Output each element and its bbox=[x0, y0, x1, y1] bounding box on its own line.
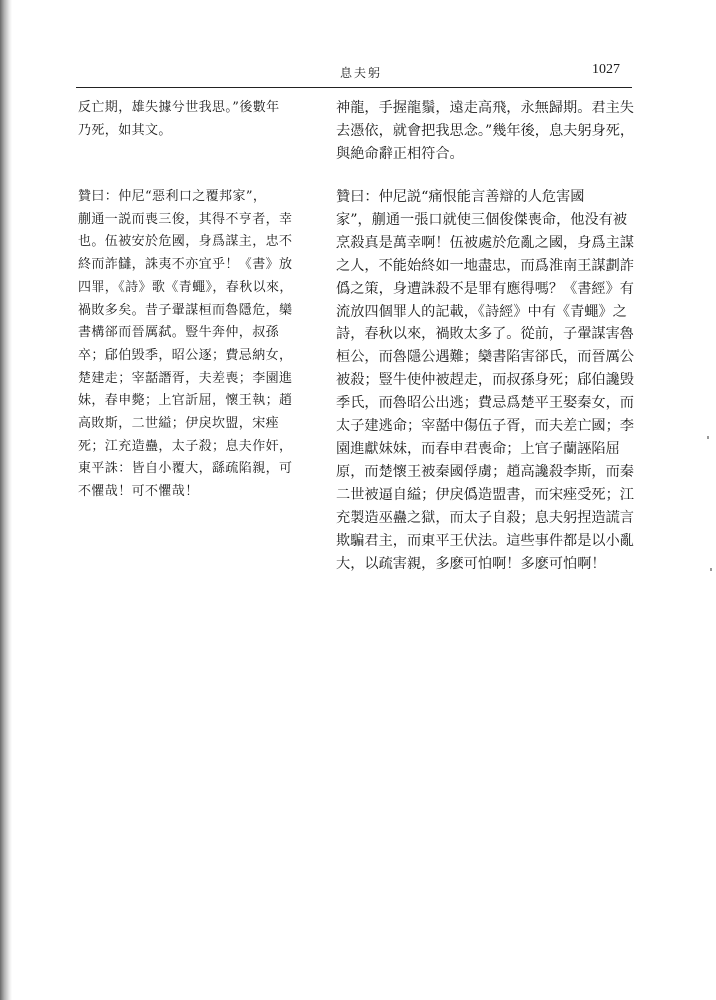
text-line: 烹殺真是萬幸啊！伍被處於危亂之國，身爲主謀 bbox=[336, 234, 634, 251]
text-line: 乃死，如其文。 bbox=[78, 122, 172, 138]
header-rule bbox=[76, 87, 632, 88]
left-column-top bbox=[78, 97, 300, 142]
text-line: 死；江充造蠱，太子殺；息夫作奸， bbox=[78, 438, 293, 454]
text-line: 欺騙君主，而東平王伏法。這些事件都是以小亂 bbox=[336, 532, 634, 549]
text-line: 妹，春申斃；上官訢屈，懷王執；趙 bbox=[78, 393, 293, 409]
text-line: 僞之策，身遭誅殺不是罪有應得嗎？《書經》有 bbox=[336, 280, 634, 297]
text-line: 神龍，手握龍鬚，遠走高飛，永無歸期。君主失 bbox=[336, 100, 634, 116]
text-line: 與絶命辭正相符合。 bbox=[336, 145, 464, 162]
text-line: 不懼哉！可不懼哉！ bbox=[78, 484, 199, 500]
text-line: 蒯通一説而喪三俊，其得不亨者，幸 bbox=[78, 211, 293, 227]
text-line: 原，而楚懷王被秦國俘虜；趙高讒殺李斯，而秦 bbox=[336, 463, 634, 480]
text-line: 流放四個罪人的記載，《詩經》中有《青蠅》之 bbox=[336, 303, 627, 320]
text-line: 四罪，《詩》歌《青蠅》，春秋以來， bbox=[78, 279, 293, 295]
text-line: 卒；郈伯毁季，昭公逐；費忌納女， bbox=[78, 347, 293, 363]
text-line: 季氏，而魯昭公出逃；費忌爲楚平王娶秦女，而 bbox=[336, 395, 634, 412]
scan-speck bbox=[707, 436, 709, 439]
page-number: 1027 bbox=[592, 62, 620, 77]
text-line: 太子建逃命；宰嚭中傷伍子胥，而夫差亡國；李 bbox=[336, 418, 634, 435]
text-line: 被殺；豎牛使仲被趕走，而叔孫身死；郈伯讒毁 bbox=[336, 372, 634, 389]
text-line: 充製造巫蠱之獄，而太子自殺；息夫躬捏造謊言 bbox=[336, 509, 634, 526]
text-line: 終而詐讎，誅夷不亦宜乎！《書》放 bbox=[78, 257, 293, 273]
text-line: 反亡期，雄失據兮世我思。”後數年 bbox=[78, 100, 280, 115]
left-column-zan bbox=[78, 186, 300, 504]
text-line: 禍敗多矣。昔子翬謀桓而魯隱危，欒 bbox=[78, 302, 293, 318]
text-line: 詩，春秋以來，禍敗太多了。從前，子翬謀害魯 bbox=[336, 326, 634, 343]
text-line: 也。伍被安於危國，身爲謀主，忠不 bbox=[78, 234, 293, 250]
text-line: 大，以疏害親，多麽可怕啊！多麽可怕啊！ bbox=[336, 555, 606, 572]
right-column-top bbox=[336, 97, 636, 166]
text-line: 園進獻妹妹，而春申君喪命；上官子蘭誣陷屈 bbox=[336, 440, 620, 457]
text-line: 東平誅：皆自小覆大，繇疏陷親，可 bbox=[78, 461, 293, 477]
text-line: 二世被逼自縊；伊戾僞造盟書，而宋痤受死；江 bbox=[336, 486, 634, 503]
text-line: 之人，不能始終如一地盡忠，而爲淮南王謀劃詐 bbox=[336, 257, 634, 274]
text-line: 去憑依，就會把我思念。”幾年後，息夫躬身死， bbox=[336, 122, 635, 139]
text-line: 家”，蒯通一張口就使三個俊傑喪命，他没有被 bbox=[336, 211, 628, 228]
text-line: 桓公，而魯隱公遇難；欒書陷害郤氏，而晉厲公 bbox=[336, 349, 634, 366]
text-line: 贊曰：仲尼説“痛恨能言善辯的人危害國 bbox=[336, 189, 585, 205]
page-edge-shadow bbox=[0, 0, 12, 1000]
text-line: 高敗斯，二世縊；伊戾坎盟，宋痤 bbox=[78, 416, 280, 432]
running-header-title: 息夫躬 bbox=[340, 66, 383, 80]
text-line: 贊曰：仲尼“惡利口之覆邦家”， bbox=[78, 189, 267, 204]
right-column-zan bbox=[336, 186, 636, 575]
scan-speck bbox=[710, 568, 712, 571]
text-line: 楚建走；宰嚭譖胥，夫差喪；李園進 bbox=[78, 370, 293, 386]
text-line: 書構郤而晉厲弑。豎牛奔仲，叔孫 bbox=[78, 325, 280, 341]
